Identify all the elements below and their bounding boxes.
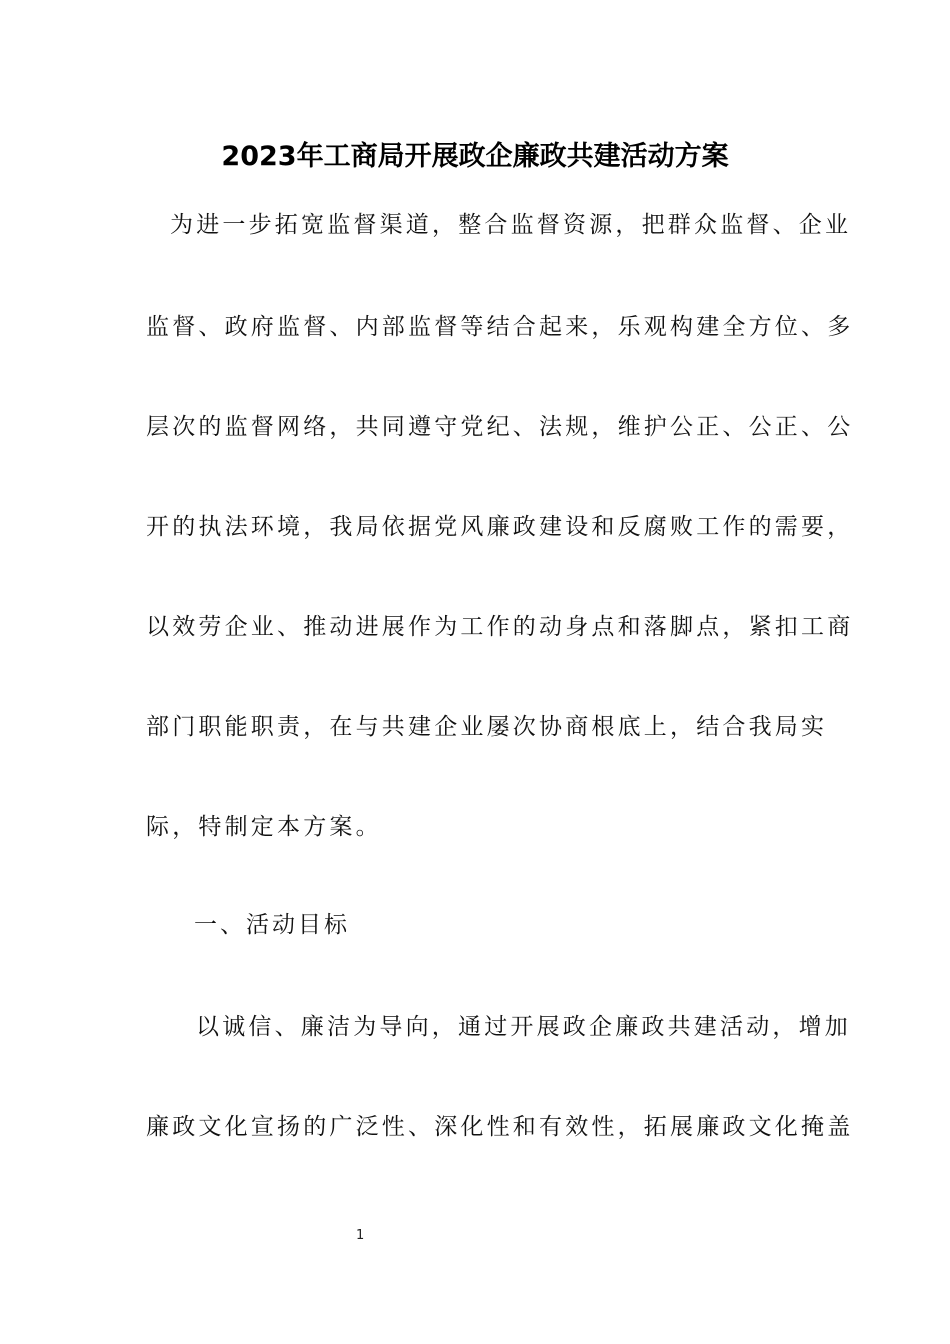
document-title: 2023年工商局开展政企廉政共建活动方案 [221, 141, 729, 172]
section-heading: 一、活动目标 [194, 912, 350, 938]
paragraph-line-5: 以效劳企业、推动进展作为工作的动身点和落脚点，紧扣工商 [146, 614, 854, 640]
paragraph-line-6: 部门职能职责，在与共建企业屡次协商根底上，结合我局实 [146, 714, 828, 740]
paragraph-line-3: 层次的监督网络，共同遵守党纪、法规，维护公正、公正、公 [146, 414, 854, 440]
section-line-2: 廉政文化宣扬的广泛性、深化性和有效性，拓展廉政文化掩盖 [146, 1114, 854, 1140]
paragraph-line-7: 际，特制定本方案。 [146, 814, 382, 840]
section-line-1: 以诚信、廉洁为导向，通过开展政企廉政共建活动，增加 [196, 1014, 851, 1040]
paragraph-line-1: 为进一步拓宽监督渠道，整合监督资源，把群众监督、企业 [170, 212, 852, 238]
page-number: 1 [356, 1228, 365, 1243]
paragraph-line-4: 开的执法环境，我局依据党风廉政建设和反腐败工作的需要， [146, 514, 854, 540]
paragraph-line-2: 监督、政府监督、内部监督等结合起来，乐观构建全方位、多 [146, 314, 854, 340]
